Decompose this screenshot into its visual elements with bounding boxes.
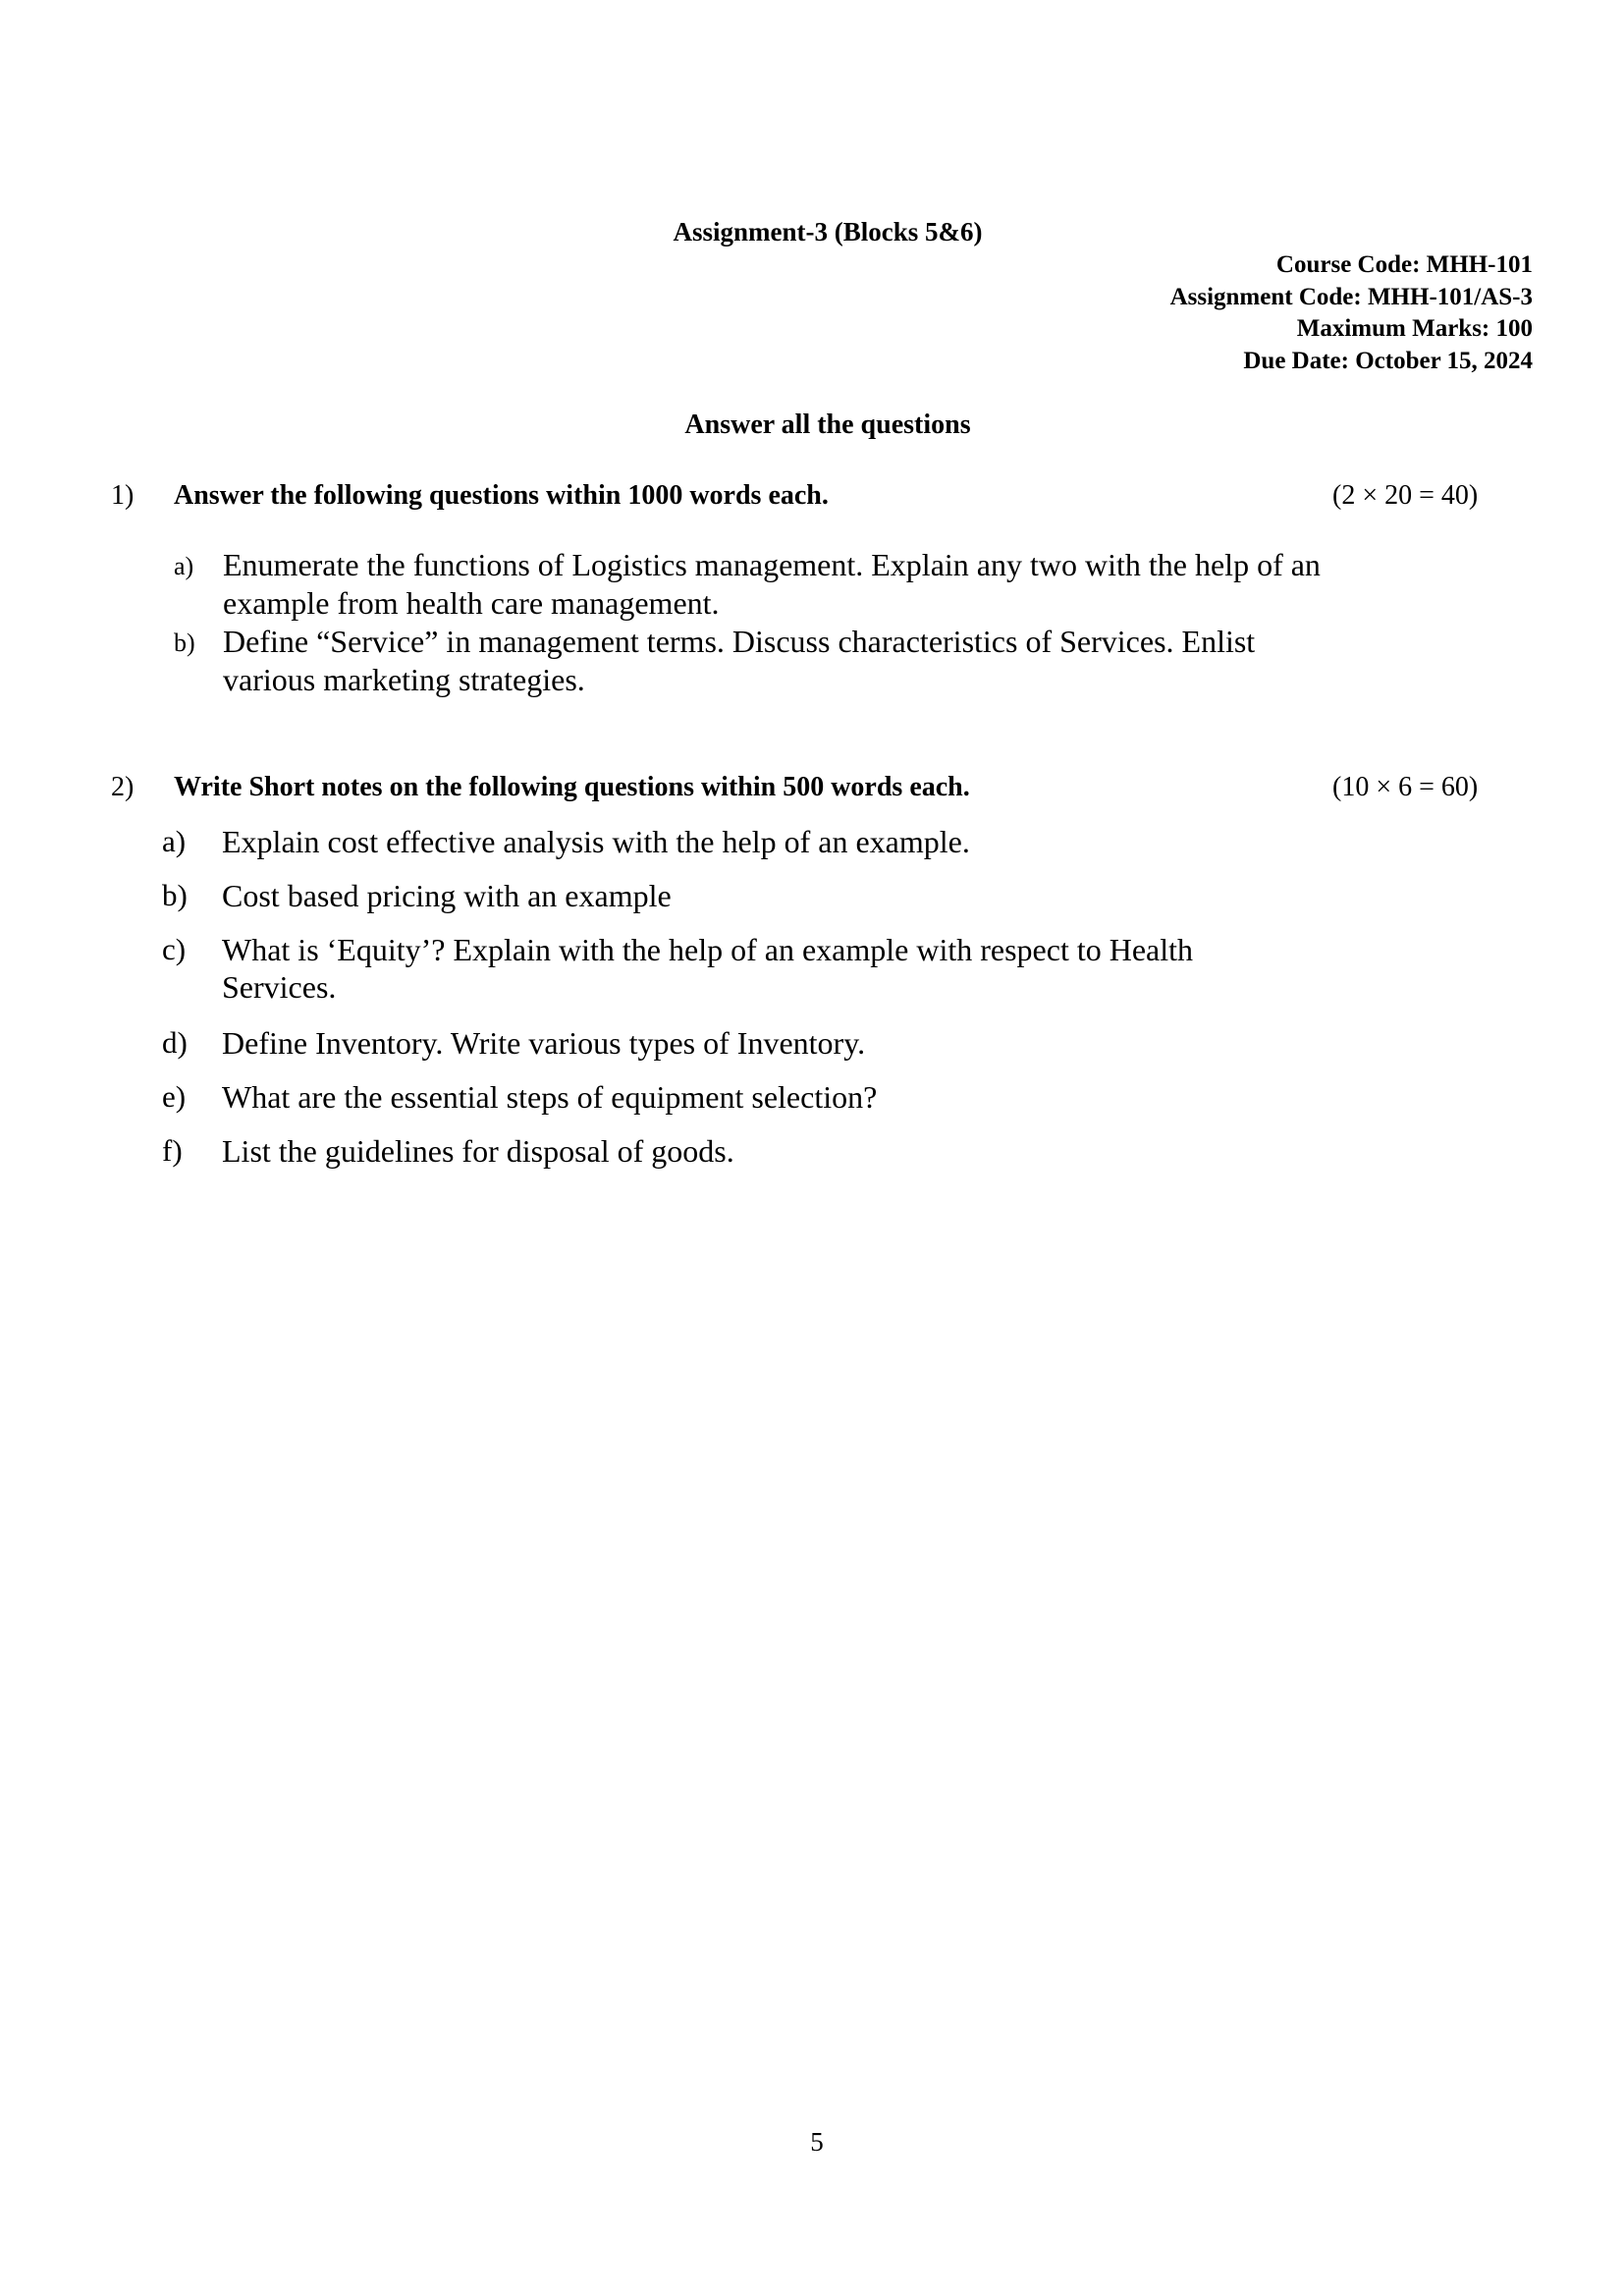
item-letter: a) [174, 552, 194, 580]
question-number: 1) [111, 480, 135, 511]
instruction: Answer all the questions [684, 410, 971, 440]
question-2-heading [0, 770, 1624, 805]
item-text: List the guidelines for disposal of goods. [222, 1133, 734, 1169]
question-2-item-d [0, 1024, 1624, 1078]
item-text: Define “Service” in management terms. Discuss characteristics of Services. Enlist various marketing strategies. [223, 624, 1256, 697]
question-2-item-a [0, 823, 1624, 877]
assignment-header [1170, 249, 1533, 377]
item-text: Explain cost effective analysis with the help of an example. [222, 824, 970, 859]
question-text: Write Short notes on the following questions within 500 words each. [174, 772, 970, 802]
item-letter: b) [174, 629, 195, 657]
item-text: What is ‘Equity’? Explain with the help of an example with respect to Health Services. [222, 932, 1194, 1005]
question-marks: (2 × 20 = 40) [1332, 480, 1479, 511]
item-text: What are the essential steps of equipment selection? [222, 1079, 878, 1115]
item-letter: d) [162, 1025, 188, 1060]
question-1-heading [0, 478, 1624, 514]
question-2-item-c [0, 931, 1624, 1024]
question-1-item-b [0, 623, 1624, 699]
course-code: Course Code: MHH-101 [1275, 251, 1533, 278]
item-text: Define Inventory. Write various types of Inventory. [222, 1025, 866, 1061]
item-letter: b) [162, 878, 188, 912]
question-1-item-a [0, 546, 1624, 623]
item-text: Cost based pricing with an example [222, 878, 672, 913]
question-text: Answer the following questions within 1000 words each. [174, 480, 829, 511]
item-letter: a) [162, 824, 187, 858]
question-2-item-b [0, 877, 1624, 931]
item-text: Enumerate the functions of Logistics management. Explain any two with the help of an example from health care management. [223, 547, 1321, 621]
item-letter: c) [162, 932, 187, 966]
question-2-items [0, 823, 1624, 1186]
question-1-items [0, 546, 1624, 699]
maximum-marks: Maximum Marks: 100 [1296, 315, 1533, 342]
question-2-item-f [0, 1132, 1624, 1186]
assignment-code: Assignment Code: MHH-101/AS-3 [1169, 283, 1533, 310]
question-number: 2) [111, 772, 135, 802]
question-2-item-e [0, 1078, 1624, 1132]
question-marks: (10 × 6 = 60) [1332, 772, 1479, 802]
due-date: Due Date: October 15, 2024 [1243, 347, 1533, 374]
page-number: 5 [810, 2127, 824, 2157]
item-letter: e) [162, 1079, 187, 1114]
assignment-title: Assignment-3 (Blocks 5&6) [673, 217, 983, 246]
item-letter: f) [162, 1133, 183, 1168]
